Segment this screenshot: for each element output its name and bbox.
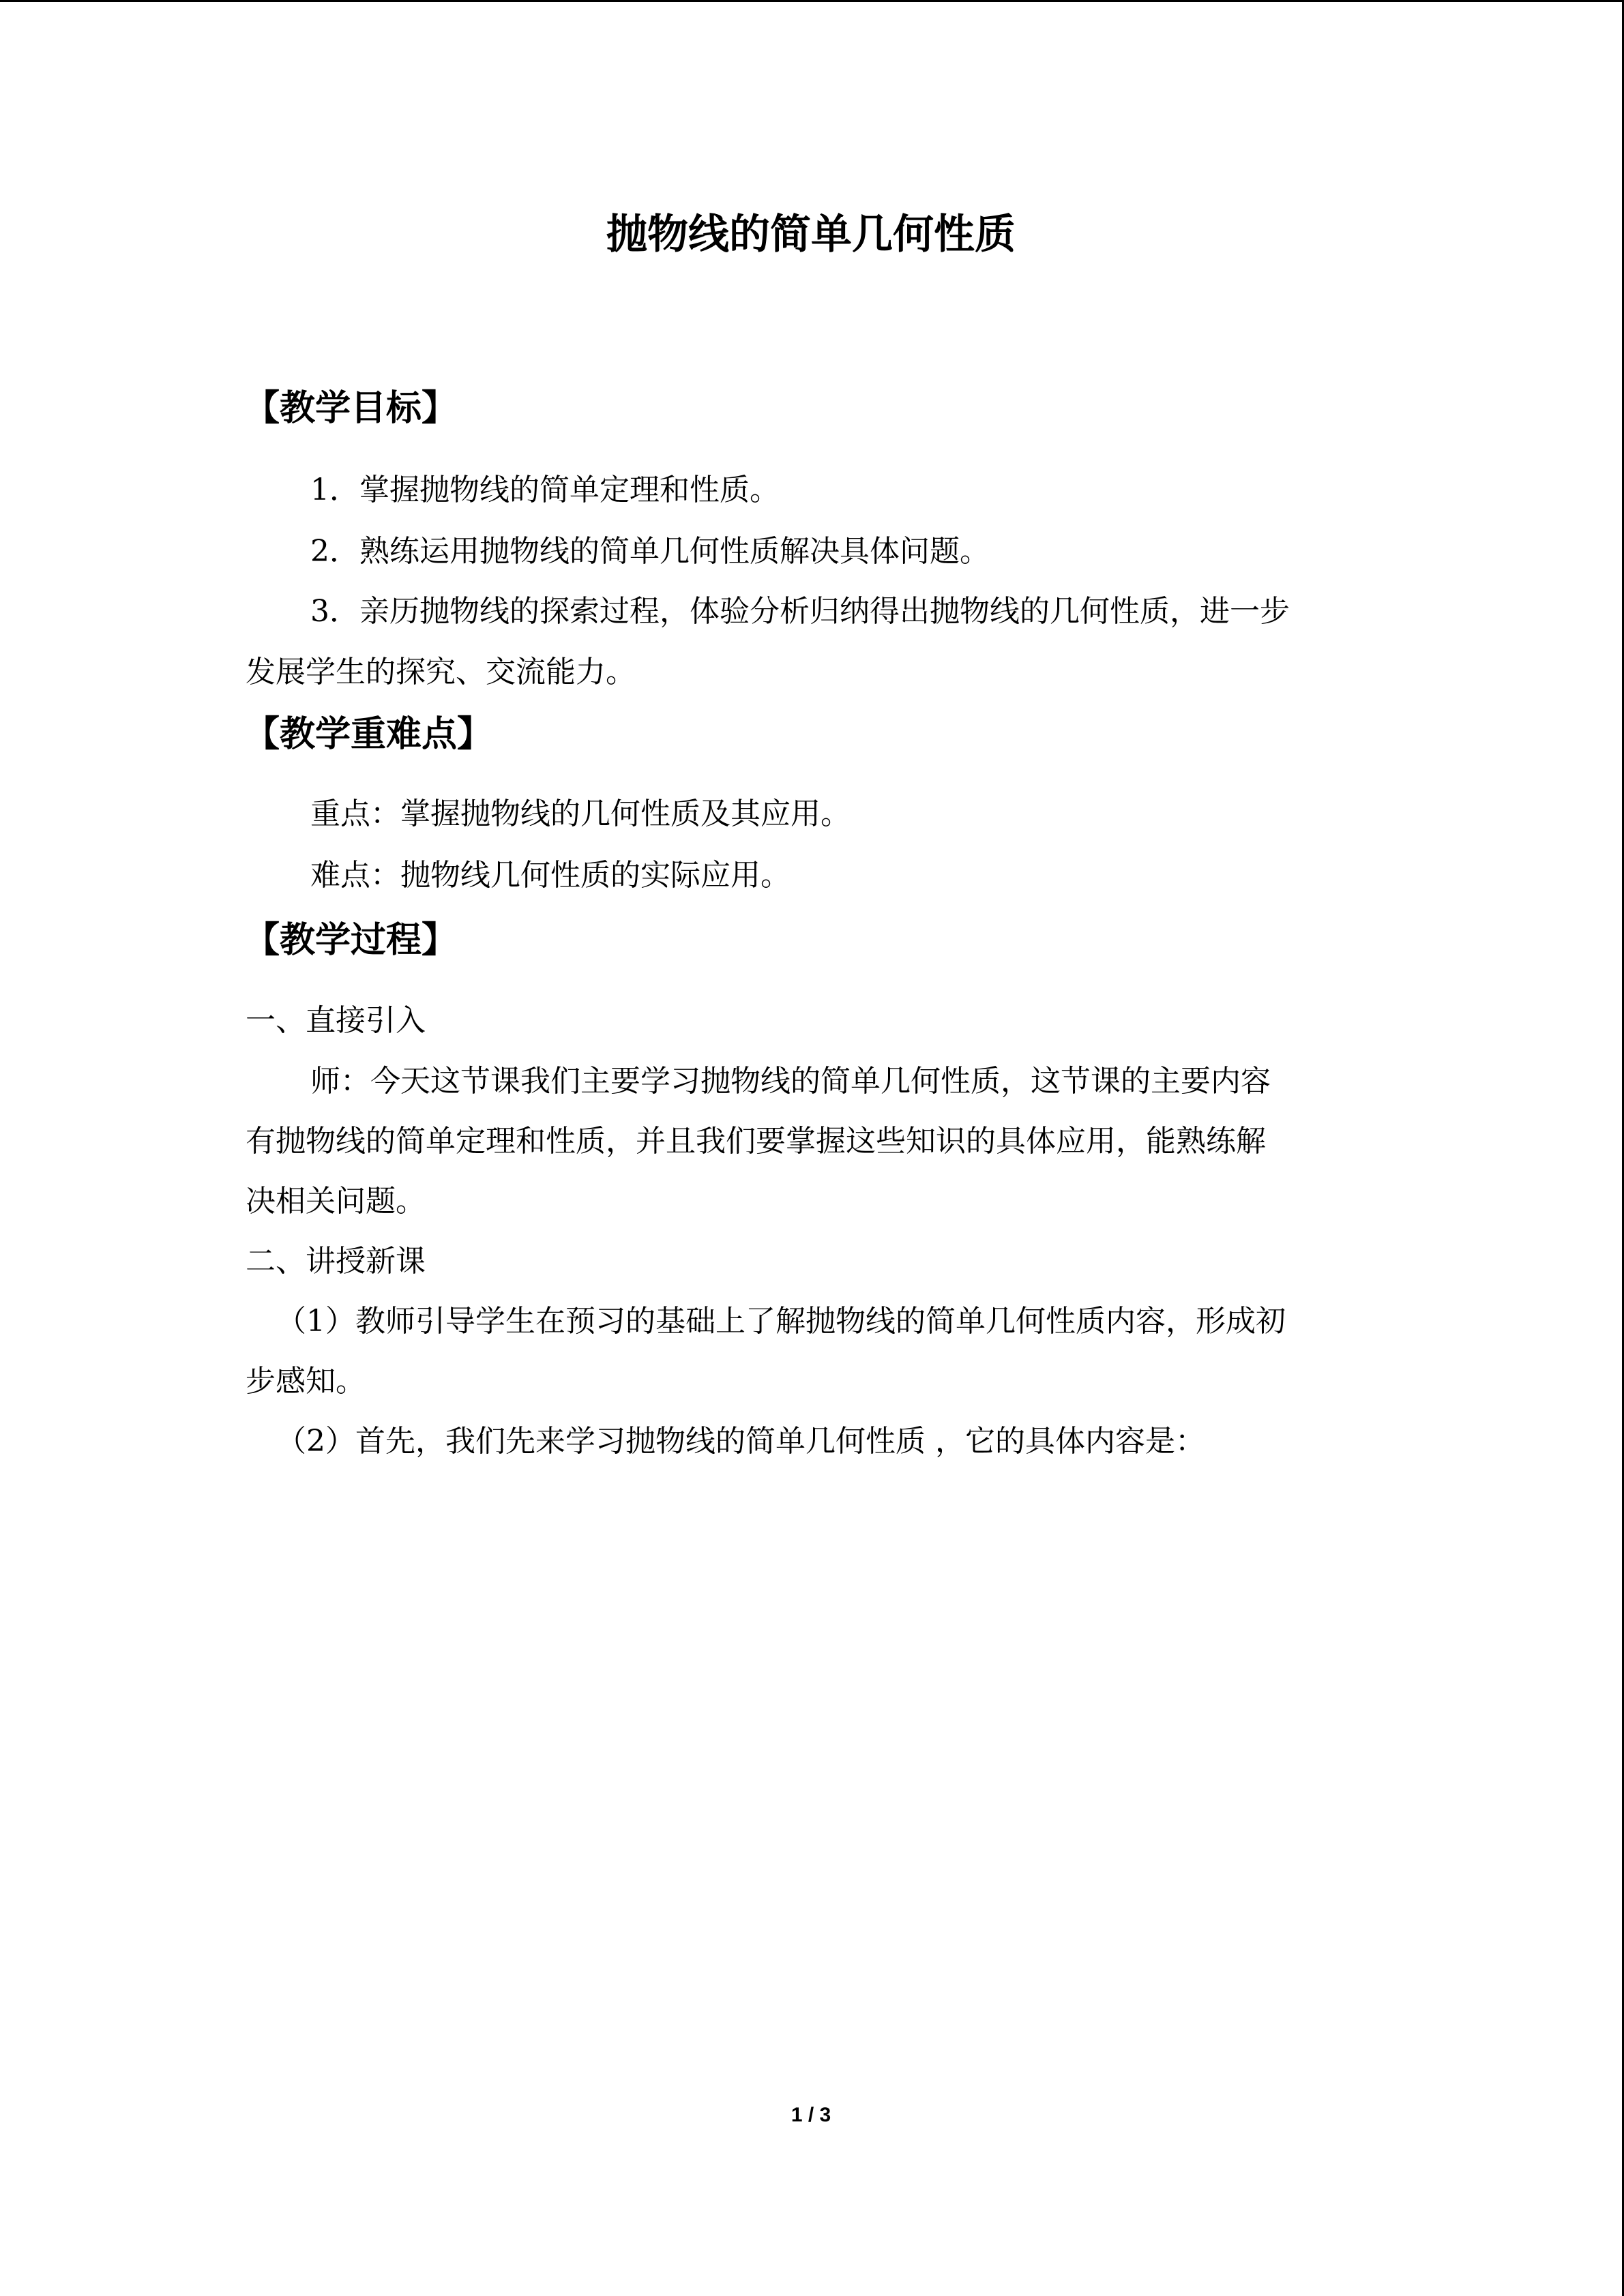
objective-item-1: 1．掌握抛物线的简单定理和性质。: [310, 473, 780, 507]
page-title: 抛物线的简单几何性质: [606, 211, 1016, 258]
process-part-2-item-1-line-1: （1）教师引导学生在预习的基础上了解抛物线的简单几何性质内容，形成初: [276, 1304, 1286, 1339]
process-part-2-item-1-line-2: 步感知。: [246, 1364, 366, 1399]
objective-item-3-line-1: 3．亲历抛物线的探索过程，体验分析归纳得出抛物线的几何性质，进一步: [310, 594, 1290, 629]
objective-item-3-line-2: 发展学生的探究、交流能力。: [246, 655, 636, 689]
process-part-1-line-1: 师：今天这节课我们主要学习抛物线的简单几何性质，这节课的主要内容: [310, 1064, 1271, 1099]
process-part-2-title: 二、讲授新课: [246, 1244, 426, 1279]
section-heading-process: 【教学过程】: [244, 920, 458, 961]
key-point-focus: 重点：掌握抛物线的几何性质及其应用。: [310, 796, 851, 831]
process-part-1-line-2: 有抛物线的简单定理和性质，并且我们要掌握这些知识的具体应用，能熟练解: [246, 1124, 1266, 1159]
section-heading-key-points: 【教学重难点】: [244, 714, 493, 755]
process-part-1-line-3: 决相关问题。: [246, 1184, 426, 1219]
process-part-2-item-2: （2）首先，我们先来学习抛物线的简单几何性质 ，它的具体内容是：: [276, 1424, 1205, 1459]
objective-item-2: 2．熟练运用抛物线的简单几何性质解决具体问题。: [310, 534, 990, 569]
section-heading-objectives: 【教学目标】: [244, 388, 458, 429]
page-number: 1 / 3: [791, 2104, 831, 2126]
key-point-difficulty: 难点：抛物线几何性质的实际应用。: [310, 858, 791, 893]
process-part-1-title: 一、直接引入: [246, 1003, 426, 1038]
